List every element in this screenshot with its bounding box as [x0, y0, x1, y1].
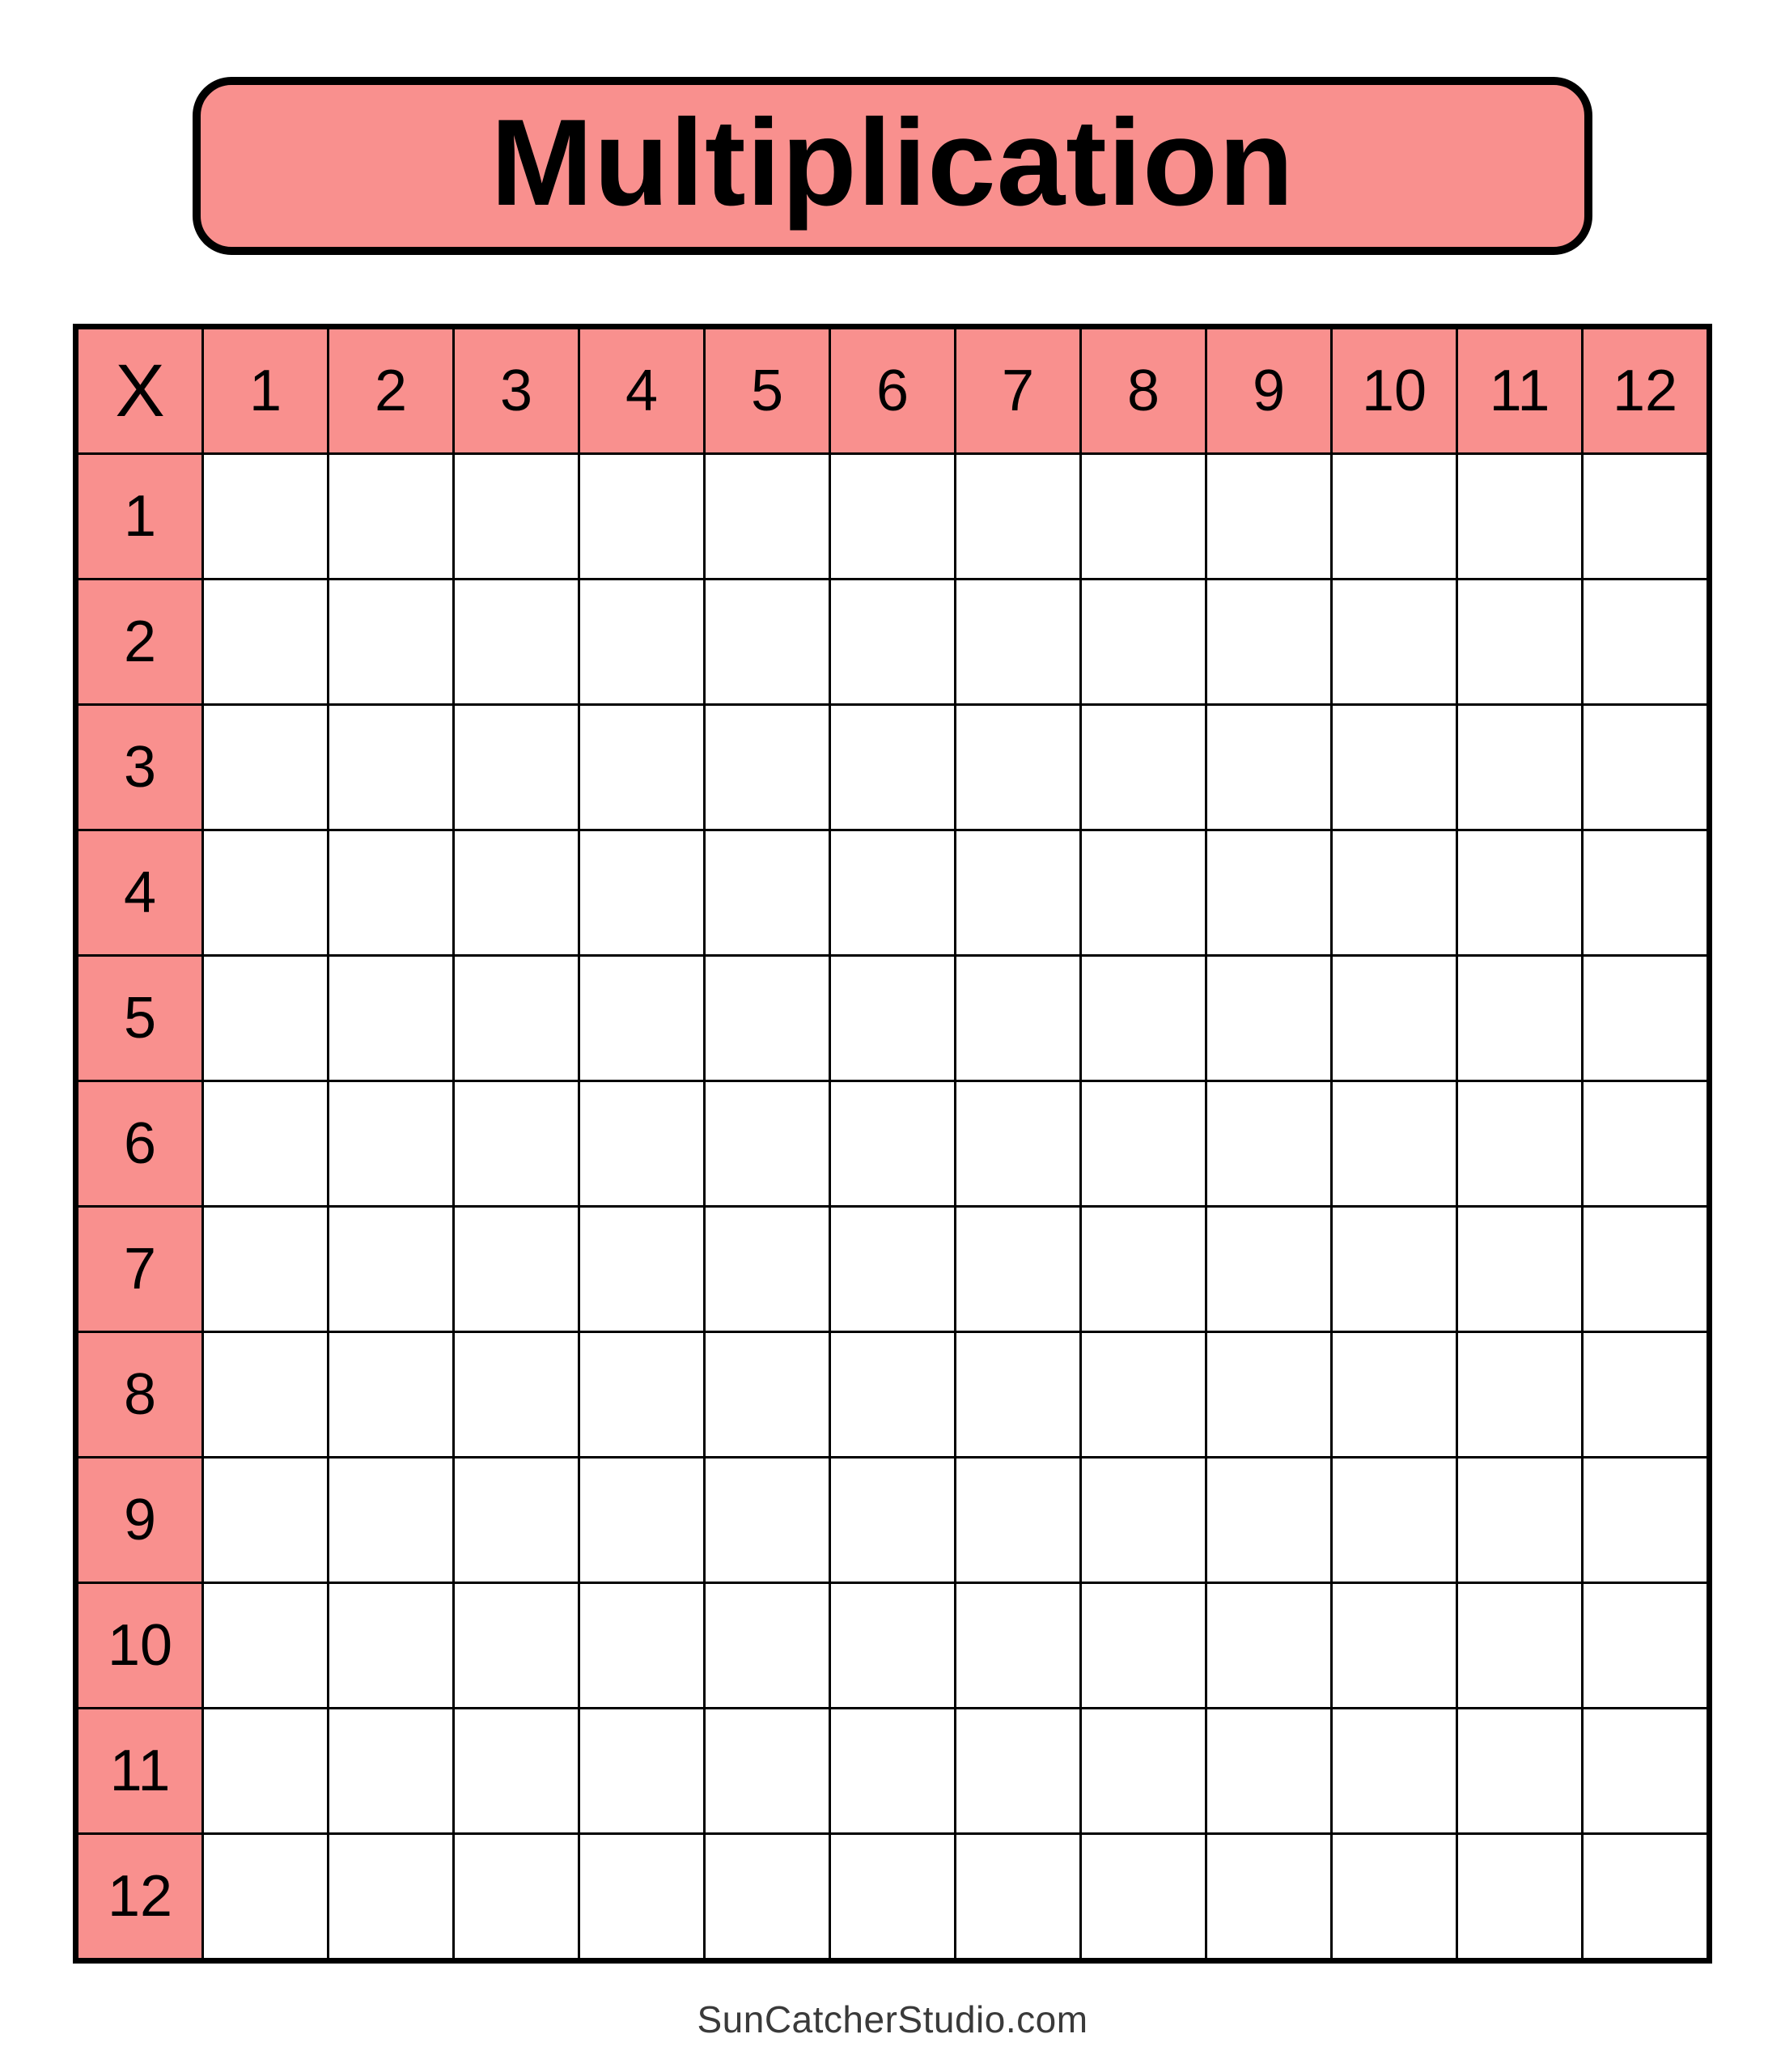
grid-cell-r5-c7 [956, 957, 1079, 1080]
grid-cell-r1-c10 [1333, 455, 1456, 578]
grid-cell-r9-c11 [1458, 1458, 1581, 1582]
grid-cell-r12-c6 [831, 1835, 954, 1958]
grid-cell-r4-c6 [831, 831, 954, 954]
grid-cell-r6-c5 [706, 1082, 829, 1205]
grid-cell-r9-c3 [455, 1458, 578, 1582]
grid-cell-r6-c4 [580, 1082, 703, 1205]
grid-cell-r3-c11 [1458, 706, 1581, 829]
grid-cell-r9-c10 [1333, 1458, 1456, 1582]
grid-cell-r6-c1 [204, 1082, 327, 1205]
column-header-11: 11 [1458, 329, 1581, 452]
row-header-2: 2 [78, 580, 201, 703]
grid-cell-r2-c12 [1584, 580, 1707, 703]
grid-cell-r2-c6 [831, 580, 954, 703]
grid-cell-r10-c12 [1584, 1584, 1707, 1707]
grid-cell-r8-c7 [956, 1333, 1079, 1456]
grid-cell-r9-c2 [329, 1458, 452, 1582]
grid-cell-r10-c8 [1082, 1584, 1205, 1707]
grid-cell-r4-c7 [956, 831, 1079, 954]
row-header-3: 3 [78, 706, 201, 829]
grid-cell-r3-c8 [1082, 706, 1205, 829]
grid-cell-r11-c7 [956, 1709, 1079, 1832]
grid-cell-r12-c12 [1584, 1835, 1707, 1958]
grid-cell-r4-c11 [1458, 831, 1581, 954]
row-header-11: 11 [78, 1709, 201, 1832]
grid-cell-r6-c3 [455, 1082, 578, 1205]
grid-cell-r7-c5 [706, 1208, 829, 1331]
grid-cell-r11-c9 [1207, 1709, 1330, 1832]
grid-cell-r7-c1 [204, 1208, 327, 1331]
column-header-12: 12 [1584, 329, 1707, 452]
row-header-9: 9 [78, 1458, 201, 1582]
grid-cell-r12-c8 [1082, 1835, 1205, 1958]
grid-cell-r12-c10 [1333, 1835, 1456, 1958]
grid-cell-r10-c6 [831, 1584, 954, 1707]
grid-cell-r2-c11 [1458, 580, 1581, 703]
grid-cell-r9-c6 [831, 1458, 954, 1582]
grid-cell-r2-c8 [1082, 580, 1205, 703]
grid-cell-r3-c2 [329, 706, 452, 829]
grid-cell-r4-c12 [1584, 831, 1707, 954]
grid-cell-r8-c1 [204, 1333, 327, 1456]
grid-cell-r2-c10 [1333, 580, 1456, 703]
row-header-5: 5 [78, 957, 201, 1080]
grid-cell-r4-c1 [204, 831, 327, 954]
grid-cell-r2-c5 [706, 580, 829, 703]
grid-cell-r5-c12 [1584, 957, 1707, 1080]
grid-cell-r12-c2 [329, 1835, 452, 1958]
grid-cell-r11-c2 [329, 1709, 452, 1832]
grid-cell-r8-c2 [329, 1333, 452, 1456]
grid-cell-r11-c5 [706, 1709, 829, 1832]
column-header-4: 4 [580, 329, 703, 452]
multiplication-grid [73, 324, 1712, 1964]
grid-cell-r7-c2 [329, 1208, 452, 1331]
grid-cell-r1-c7 [956, 455, 1079, 578]
grid-cell-r4-c9 [1207, 831, 1330, 954]
grid-cell-r8-c3 [455, 1333, 578, 1456]
grid-cell-r3-c12 [1584, 706, 1707, 829]
grid-cell-r5-c1 [204, 957, 327, 1080]
grid-cell-r7-c11 [1458, 1208, 1581, 1331]
grid-cell-r7-c4 [580, 1208, 703, 1331]
grid-cell-r11-c12 [1584, 1709, 1707, 1832]
column-header-8: 8 [1082, 329, 1205, 452]
grid-cell-r1-c5 [706, 455, 829, 578]
grid-cell-r6-c9 [1207, 1082, 1330, 1205]
grid-cell-r9-c9 [1207, 1458, 1330, 1582]
grid-cell-r10-c10 [1333, 1584, 1456, 1707]
grid-cell-r11-c10 [1333, 1709, 1456, 1832]
grid-cell-r8-c5 [706, 1333, 829, 1456]
grid-cell-r1-c1 [204, 455, 327, 578]
grid-cell-r3-c5 [706, 706, 829, 829]
column-header-7: 7 [956, 329, 1079, 452]
row-header-4: 4 [78, 831, 201, 954]
grid-cell-r3-c4 [580, 706, 703, 829]
grid-cell-r3-c7 [956, 706, 1079, 829]
grid-cell-r2-c2 [329, 580, 452, 703]
column-header-9: 9 [1207, 329, 1330, 452]
row-header-8: 8 [78, 1333, 201, 1456]
grid-cell-r8-c11 [1458, 1333, 1581, 1456]
row-header-6: 6 [78, 1082, 201, 1205]
grid-cell-r2-c7 [956, 580, 1079, 703]
grid-cell-r6-c11 [1458, 1082, 1581, 1205]
column-header-10: 10 [1333, 329, 1456, 452]
grid-cell-r5-c3 [455, 957, 578, 1080]
grid-cell-r12-c4 [580, 1835, 703, 1958]
grid-cell-r9-c5 [706, 1458, 829, 1582]
grid-cell-r5-c11 [1458, 957, 1581, 1080]
grid-cell-r7-c7 [956, 1208, 1079, 1331]
grid-cell-r8-c10 [1333, 1333, 1456, 1456]
grid-cell-r2-c4 [580, 580, 703, 703]
grid-cell-r8-c12 [1584, 1333, 1707, 1456]
grid-cell-r8-c4 [580, 1333, 703, 1456]
grid-cell-r4-c3 [455, 831, 578, 954]
grid-cell-r9-c4 [580, 1458, 703, 1582]
grid-cell-r6-c7 [956, 1082, 1079, 1205]
column-header-5: 5 [706, 329, 829, 452]
grid-cell-r7-c8 [1082, 1208, 1205, 1331]
grid-cell-r3-c9 [1207, 706, 1330, 829]
grid-cell-r5-c10 [1333, 957, 1456, 1080]
grid-cell-r11-c4 [580, 1709, 703, 1832]
grid-cell-r4-c10 [1333, 831, 1456, 954]
grid-cell-r1-c2 [329, 455, 452, 578]
grid-cell-r5-c5 [706, 957, 829, 1080]
grid-cell-r11-c3 [455, 1709, 578, 1832]
grid-cell-r6-c6 [831, 1082, 954, 1205]
grid-cell-r7-c9 [1207, 1208, 1330, 1331]
grid-cell-r1-c3 [455, 455, 578, 578]
grid-cell-r5-c6 [831, 957, 954, 1080]
grid-cell-r11-c6 [831, 1709, 954, 1832]
grid-cell-r12-c5 [706, 1835, 829, 1958]
grid-cell-r4-c4 [580, 831, 703, 954]
grid-cell-r6-c8 [1082, 1082, 1205, 1205]
grid-cell-r2-c9 [1207, 580, 1330, 703]
row-header-1: 1 [78, 455, 201, 578]
grid-cell-r6-c10 [1333, 1082, 1456, 1205]
grid-cell-r1-c11 [1458, 455, 1581, 578]
grid-cell-r3-c1 [204, 706, 327, 829]
grid-cell-r4-c2 [329, 831, 452, 954]
grid-cell-r11-c8 [1082, 1709, 1205, 1832]
title-banner [193, 77, 1592, 255]
column-header-2: 2 [329, 329, 452, 452]
grid-cell-r12-c3 [455, 1835, 578, 1958]
grid-cell-r7-c6 [831, 1208, 954, 1331]
row-header-10: 10 [78, 1584, 201, 1707]
grid-cell-r5-c2 [329, 957, 452, 1080]
grid-cell-r8-c8 [1082, 1333, 1205, 1456]
grid-cell-r10-c3 [455, 1584, 578, 1707]
grid-cell-r2-c3 [455, 580, 578, 703]
grid-cell-r10-c5 [706, 1584, 829, 1707]
grid-cell-r10-c9 [1207, 1584, 1330, 1707]
grid-cell-r10-c11 [1458, 1584, 1581, 1707]
grid-cell-r10-c1 [204, 1584, 327, 1707]
grid-cell-r3-c10 [1333, 706, 1456, 829]
grid-cell-r9-c8 [1082, 1458, 1205, 1582]
grid-cell-r7-c12 [1584, 1208, 1707, 1331]
grid-cell-r5-c8 [1082, 957, 1205, 1080]
grid-cell-r11-c11 [1458, 1709, 1581, 1832]
row-header-12: 12 [78, 1835, 201, 1958]
column-header-6: 6 [831, 329, 954, 452]
grid-corner-cell: X [78, 329, 201, 452]
row-header-7: 7 [78, 1208, 201, 1331]
grid-cell-r3-c6 [831, 706, 954, 829]
grid-cell-r9-c1 [204, 1458, 327, 1582]
grid-cell-r6-c2 [329, 1082, 452, 1205]
grid-cell-r1-c6 [831, 455, 954, 578]
grid-cell-r11-c1 [204, 1709, 327, 1832]
grid-cell-r12-c1 [204, 1835, 327, 1958]
grid-cell-r7-c10 [1333, 1208, 1456, 1331]
grid-cell-r1-c8 [1082, 455, 1205, 578]
grid-cell-r1-c9 [1207, 455, 1330, 578]
grid-cell-r3-c3 [455, 706, 578, 829]
grid-cell-r12-c11 [1458, 1835, 1581, 1958]
grid-cell-r5-c9 [1207, 957, 1330, 1080]
grid-cell-r8-c9 [1207, 1333, 1330, 1456]
grid-cell-r1-c12 [1584, 455, 1707, 578]
grid-cell-r4-c5 [706, 831, 829, 954]
grid-cell-r4-c8 [1082, 831, 1205, 954]
grid-cell-r6-c12 [1584, 1082, 1707, 1205]
grid-cell-r9-c12 [1584, 1458, 1707, 1582]
grid-cell-r5-c4 [580, 957, 703, 1080]
grid-cell-r7-c3 [455, 1208, 578, 1331]
column-header-3: 3 [455, 329, 578, 452]
grid-cell-r9-c7 [956, 1458, 1079, 1582]
grid-cell-r10-c7 [956, 1584, 1079, 1707]
footer-credit: SunCatcherStudio.com [697, 1998, 1088, 2040]
grid-cell-r10-c4 [580, 1584, 703, 1707]
column-header-1: 1 [204, 329, 327, 452]
grid-cell-r2-c1 [204, 580, 327, 703]
grid-cell-r10-c2 [329, 1584, 452, 1707]
grid-cell-r12-c7 [956, 1835, 1079, 1958]
grid-cell-r8-c6 [831, 1333, 954, 1456]
page-title: Multiplication [490, 94, 1295, 231]
grid-cell-r12-c9 [1207, 1835, 1330, 1958]
grid-cell-r1-c4 [580, 455, 703, 578]
